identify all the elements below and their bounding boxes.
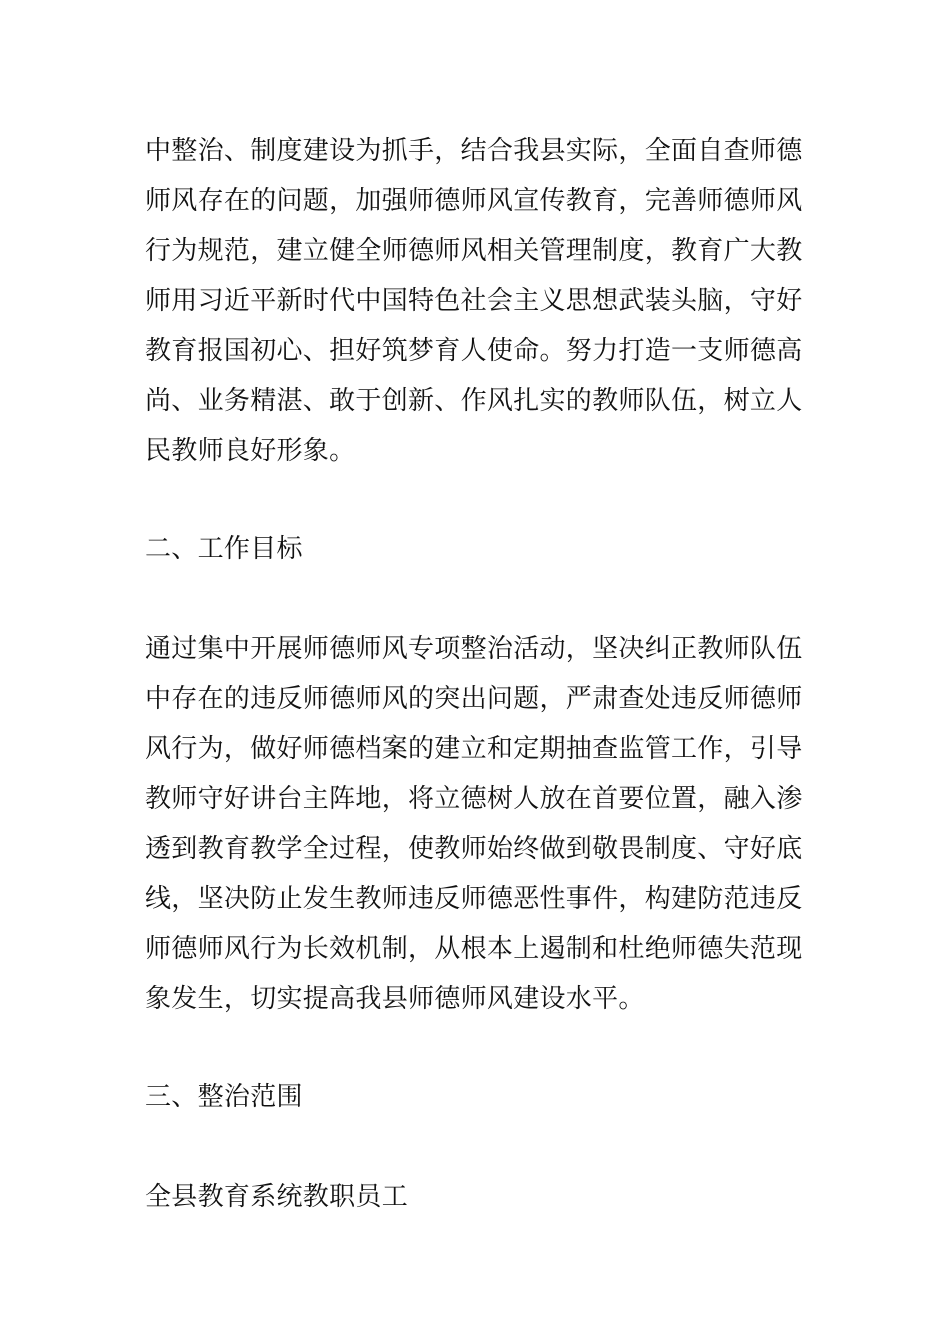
- section-heading-work-goals: [145, 524, 810, 574]
- paragraph-guiding-ideology: [145, 126, 810, 476]
- text-line: 教师守好讲台主阵地，将立德树人放在首要位置，融入渗: [145, 784, 803, 814]
- text-line: 尚、业务精湛、敢于创新、作风扎实的教师队伍，树立人: [145, 386, 803, 416]
- text-line: 教育报国初心、担好筑梦育人使命。努力打造一支师德高: [145, 336, 803, 366]
- paragraph-work-goals: [145, 624, 810, 1024]
- text-line: 象发生，切实提高我县师德师风建设水平。: [145, 984, 645, 1014]
- section-heading-scope: [145, 1072, 810, 1122]
- text-line: 全县教育系统教职员工: [145, 1182, 409, 1212]
- text-line: 师德师风行为长效机制，从根本上遏制和杜绝师德失范现: [145, 934, 803, 964]
- text-line: 民教师良好形象。: [145, 436, 356, 466]
- heading-text: 三、整治范围: [145, 1082, 303, 1112]
- text-line: 师用习近平新时代中国特色社会主义思想武装头脑，守好: [145, 286, 803, 316]
- text-line: 行为规范，建立健全师德师风相关管理制度，教育广大教: [145, 236, 803, 266]
- text-line: 线，坚决防止发生教师违反师德恶性事件，构建防范违反: [145, 884, 803, 914]
- text-line: 通过集中开展师德师风专项整治活动，坚决纠正教师队伍: [145, 634, 803, 664]
- paragraph-scope: [145, 1172, 810, 1222]
- text-line: 中存在的违反师德师风的突出问题，严肃查处违反师德师: [145, 684, 803, 714]
- text-line: 中整治、制度建设为抓手，结合我县实际，全面自查师德: [145, 136, 803, 166]
- text-line: 师风存在的问题，加强师德师风宣传教育，完善师德师风: [145, 186, 803, 216]
- text-line: 风行为，做好师德档案的建立和定期抽查监管工作，引导: [145, 734, 803, 764]
- heading-text: 二、工作目标: [145, 534, 303, 564]
- text-line: 透到教育教学全过程，使教师始终做到敬畏制度、守好底: [145, 834, 803, 864]
